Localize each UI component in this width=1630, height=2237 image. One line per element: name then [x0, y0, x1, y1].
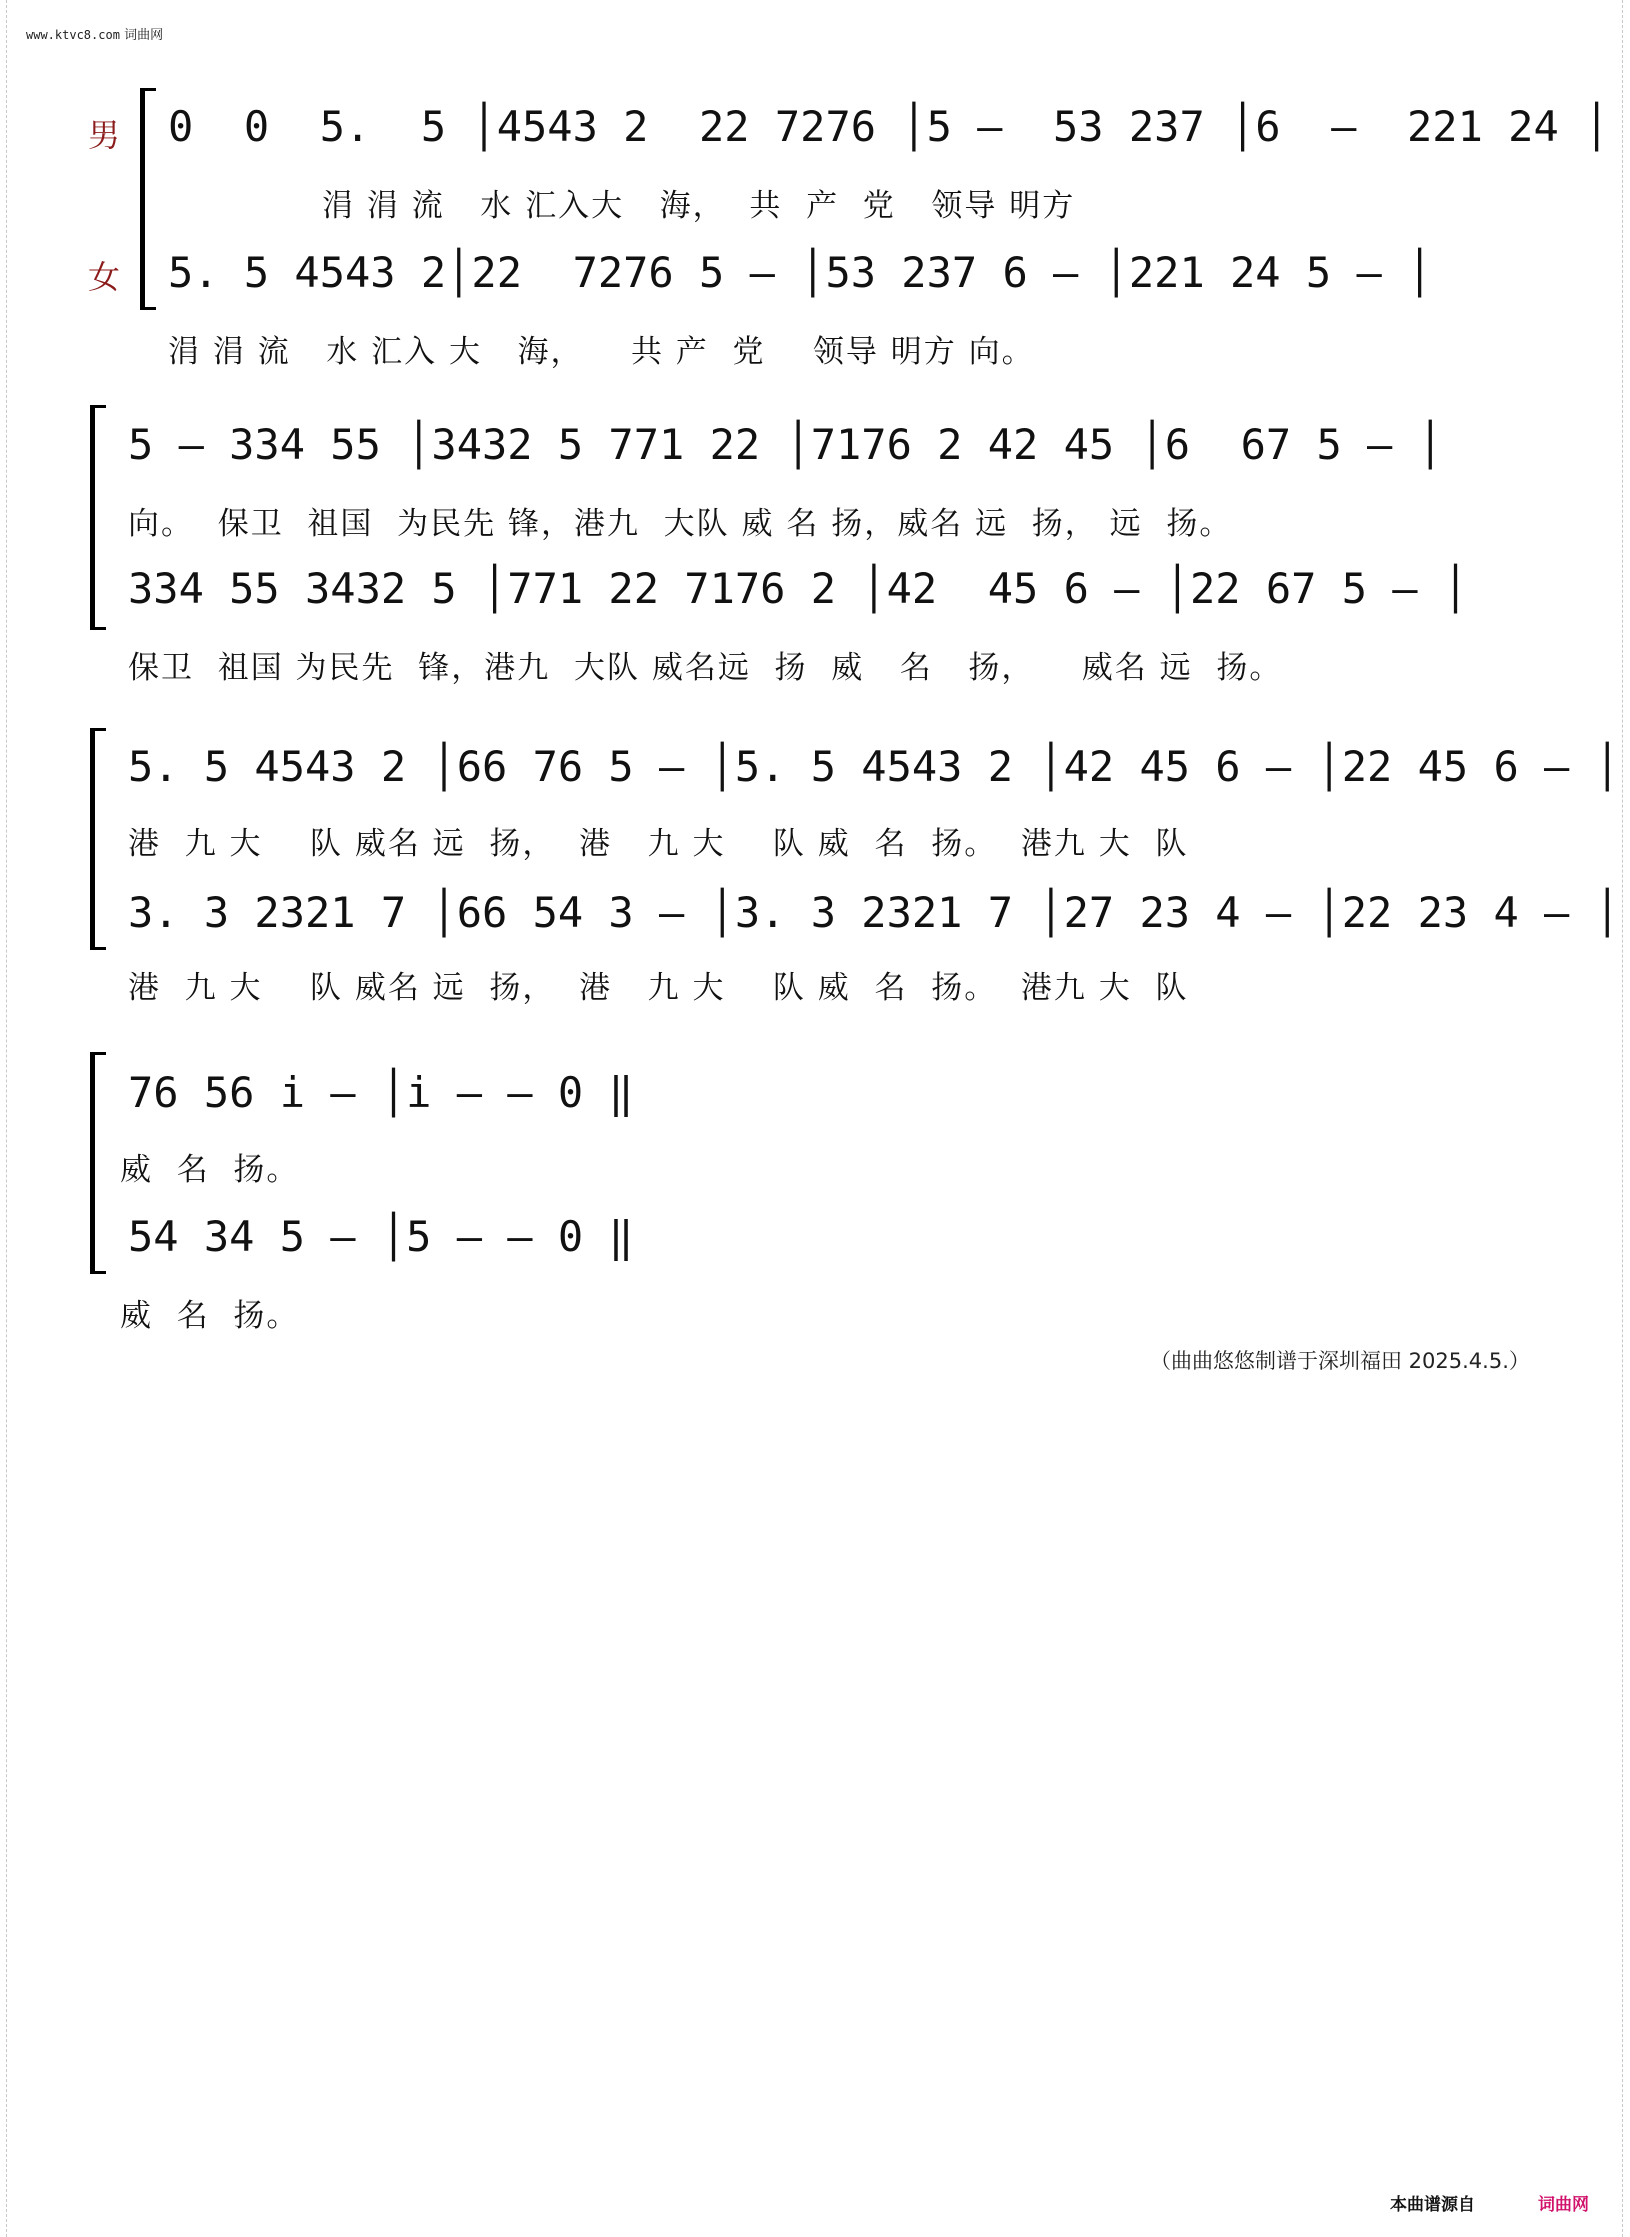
male-lyrics-line: 威 名 扬。	[120, 1152, 300, 1188]
female-lyrics-line: 保卫 祖国 为民先 锋，港九 大队 威名远 扬 威 名 扬， 威名 远 扬。	[128, 650, 1283, 686]
female-notes-line: 334 55 3432 5 │771 22 7176 2 │42 45 6 – │22 67 5 – │	[128, 564, 1469, 613]
site-url[interactable]: www.ktvc8.com	[26, 28, 120, 42]
site-name: 词曲网	[124, 28, 164, 43]
male-notes-line: 76 56 i – │i – – 0 ‖	[128, 1068, 634, 1117]
right-page-border	[1604, 0, 1623, 2237]
site-header	[26, 24, 163, 43]
male-voice-label: 男	[88, 116, 121, 154]
system-bracket	[90, 405, 95, 630]
female-voice-label: 女	[88, 258, 121, 296]
female-notes-line: 5. 5 4543 2│22 7276 5 – │53 237 6 – │221 24 5 – │	[168, 248, 1433, 297]
system-bracket	[90, 1052, 95, 1274]
footer-source-label: 本曲谱源自	[1390, 2195, 1475, 2215]
system-bracket	[90, 728, 95, 950]
male-lyrics-line: 港 九 大 队 威名 远 扬， 港 九 大 队 威 名 扬。 港九 大 队	[128, 826, 1189, 862]
female-lyrics-line: 港 九 大 队 威名 远 扬， 港 九 大 队 威 名 扬。 港九 大 队	[128, 970, 1189, 1006]
left-page-border	[6, 0, 25, 2237]
system-bracket	[140, 88, 145, 310]
score-credit: （曲曲悠悠制谱于深圳福田 2025.4.5.）	[1150, 1349, 1530, 1373]
male-notes-line: 5. 5 4543 2 │66 76 5 – │5. 5 4543 2 │42 45 6 – │22 45 6 – │	[128, 742, 1620, 791]
male-notes-line: 5 – 334 55 │3432 5 771 22 │7176 2 42 45 │6 67 5 – │	[128, 420, 1443, 469]
male-notes-line: 0 0 5. 5 │4543 2 22 7276 │5 – 53 237 │6 – 221 24 │	[168, 102, 1610, 151]
female-notes-line: 3. 3 2321 7 │66 54 3 – │3. 3 2321 7 │27 23 4 – │22 23 4 – │	[128, 888, 1620, 937]
male-lyrics-line: 向。 保卫 祖国 为民先 锋，港九 大队 威 名 扬，威名 远 扬， 远 扬。	[128, 506, 1233, 542]
footer-site-link[interactable]: 词曲网	[1538, 2195, 1589, 2215]
female-lyrics-line: 威 名 扬。	[120, 1298, 300, 1334]
female-notes-line: 54 34 5 – │5 – – 0 ‖	[128, 1212, 634, 1261]
female-lyrics-line: 涓 涓 流 水 汇入 大 海， 共 产 党 领导 明方 向。	[168, 334, 1035, 370]
male-lyrics-line: 涓 涓 流 水 汇入大 海， 共 产 党 领导 明方	[322, 188, 1076, 224]
